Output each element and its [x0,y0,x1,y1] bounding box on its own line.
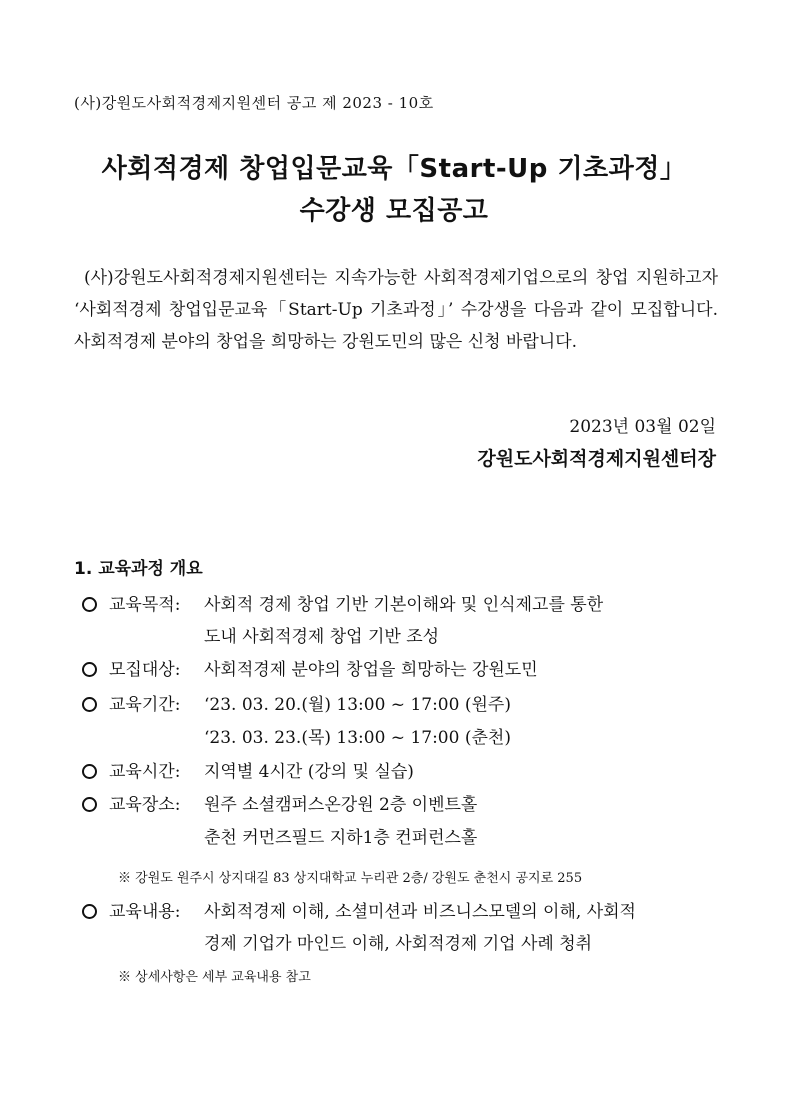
circle-bullet-icon [82,904,97,919]
address-note: ※ 강원도 원주시 상지대길 83 상지대학교 누리관 2층/ 강원도 춘천시 공지로 255 [118,871,583,886]
item-venue-line1: 원주 소셜캠퍼스온강원 2층 이벤트홀 [204,795,478,815]
page-title: 사회적경제 창업입문교육「Start-Up 기초과정」 [101,154,687,184]
item-purpose-line1: 사회적 경제 창업 기반 기본이해와 및 인식제고를 통한 [204,595,604,615]
circle-bullet-icon [82,697,97,712]
item-label: 모집대상: [109,660,181,680]
details-note: ※ 상세사항은 세부 교육내용 참고 [118,970,311,985]
item-purpose-line2: 도내 사회적경제 창업 기반 조성 [204,627,440,647]
item-label: 교육시간: [109,762,181,782]
item-content-line2: 경제 기업가 마인드 이해, 사회적경제 기업 사례 청취 [204,934,593,954]
item-label: 교육장소: [109,795,181,815]
notice-date: 2023년 03월 02일 [569,417,716,437]
circle-bullet-icon [82,764,97,779]
item-hours [82,756,203,788]
circle-bullet-icon [82,797,97,812]
item-period-line1: ‘23. 03. 20.(월) 13:00 ~ 17:00 (원주) [204,695,511,715]
notice-number: (사)강원도사회적경제지원센터 공고 제 2023 - 10호 [74,94,434,112]
item-purpose [82,589,203,621]
section-title: 1. 교육과정 개요 [74,559,203,579]
page-subtitle: 수강생 모집공고 [299,196,489,226]
item-label: 교육목적: [109,595,181,615]
issuer-name: 강원도사회적경제지원센터장 [477,448,716,470]
item-label: 교육내용: [109,902,181,922]
item-target-line1: 사회적경제 분야의 창업을 희망하는 강원도민 [204,660,538,680]
item-hours-line1: 지역별 4시간 (강의 및 실습) [204,762,414,782]
item-venue [82,789,203,821]
item-label: 교육기간: [109,695,181,715]
item-venue-line2: 춘천 커먼즈필드 지하1층 컨퍼런스홀 [204,828,478,848]
item-period-line2: ‘23. 03. 23.(목) 13:00 ~ 17:00 (춘천) [204,728,511,748]
item-content [82,896,203,928]
item-period [82,689,203,721]
circle-bullet-icon [82,662,97,677]
item-target [82,654,203,686]
item-content-line1: 사회적경제 이해, 소셜미션과 비즈니스모델의 이해, 사회적 [204,902,636,922]
circle-bullet-icon [82,597,97,612]
intro-paragraph: (사)강원도사회적경제지원센터는 지속가능한 사회적경제기업으로의 창업 지원하고자 ‘사회적경제 창업입문교육「Start-Up 기초과정」’ 수강생을 다음과 같이 모집합니다. 사회적경제 분야의 창업을 희망하는 강원도민의 많은 신청 바랍니다. [74,268,718,352]
